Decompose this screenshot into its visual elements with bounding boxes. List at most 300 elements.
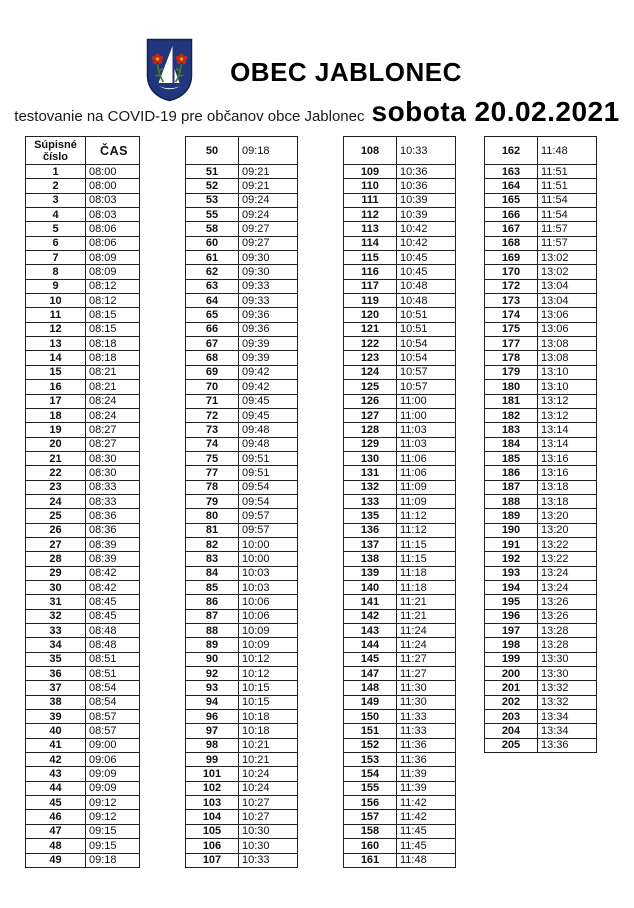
table-row — [186, 466, 298, 480]
table-row — [344, 681, 456, 695]
table-row — [344, 394, 456, 408]
time-cell: 09:09 — [86, 781, 140, 795]
table-row — [344, 566, 456, 580]
time-cell: 09:51 — [239, 451, 298, 465]
house-number-cell: 145 — [344, 652, 397, 666]
table-row — [26, 724, 140, 738]
table-row — [186, 810, 298, 824]
table-row — [344, 137, 456, 165]
time-cell: 10:15 — [239, 695, 298, 709]
time-cell: 13:24 — [538, 580, 597, 594]
table-row — [344, 753, 456, 767]
house-number-cell: 28 — [26, 552, 86, 566]
house-number-cell: 110 — [344, 179, 397, 193]
table-row — [485, 322, 597, 336]
table-row — [485, 451, 597, 465]
house-number-cell: 135 — [344, 509, 397, 523]
table-row — [186, 853, 298, 867]
table-row — [344, 824, 456, 838]
schedule-table-3 — [343, 136, 456, 868]
table-row — [186, 451, 298, 465]
table-row — [186, 337, 298, 351]
time-cell: 08:54 — [86, 681, 140, 695]
house-number-cell: 104 — [186, 810, 239, 824]
time-cell: 09:36 — [239, 308, 298, 322]
table-row — [186, 753, 298, 767]
time-cell: 09:33 — [239, 279, 298, 293]
house-number-cell: 68 — [186, 351, 239, 365]
time-cell: 09:39 — [239, 337, 298, 351]
time-cell: 08:51 — [86, 667, 140, 681]
table-row — [485, 738, 597, 752]
table-row — [26, 796, 140, 810]
house-number-cell: 5 — [26, 222, 86, 236]
house-number-cell: 27 — [26, 537, 86, 551]
house-number-cell: 11 — [26, 308, 86, 322]
time-cell: 13:14 — [538, 423, 597, 437]
time-cell: 10:24 — [239, 767, 298, 781]
time-cell: 09:57 — [239, 509, 298, 523]
table-row — [26, 265, 140, 279]
time-cell: 10:15 — [239, 681, 298, 695]
house-number-cell: 61 — [186, 251, 239, 265]
time-cell: 13:12 — [538, 394, 597, 408]
time-cell: 09:45 — [239, 408, 298, 422]
house-number-cell: 123 — [344, 351, 397, 365]
house-number-cell: 39 — [26, 710, 86, 724]
time-cell: 08:18 — [86, 351, 140, 365]
table-row — [344, 710, 456, 724]
house-number-cell: 196 — [485, 609, 538, 623]
table-row — [485, 652, 597, 666]
table-row — [186, 724, 298, 738]
time-cell: 11:42 — [397, 810, 456, 824]
time-cell: 11:51 — [538, 165, 597, 179]
time-cell: 10:21 — [239, 738, 298, 752]
house-number-cell: 30 — [26, 580, 86, 594]
house-number-cell: 21 — [26, 451, 86, 465]
time-cell: 11:45 — [397, 824, 456, 838]
table-row — [485, 624, 597, 638]
time-cell: 11:54 — [538, 193, 597, 207]
time-cell: 11:00 — [397, 394, 456, 408]
time-cell: 08:21 — [86, 365, 140, 379]
table-row — [344, 294, 456, 308]
house-number-cell: 75 — [186, 451, 239, 465]
table-row — [344, 609, 456, 623]
house-number-cell: 129 — [344, 437, 397, 451]
time-cell: 13:34 — [538, 724, 597, 738]
time-cell: 10:39 — [397, 193, 456, 207]
table-row — [186, 595, 298, 609]
time-cell: 09:12 — [86, 796, 140, 810]
table-row — [344, 767, 456, 781]
house-number-cell: 44 — [26, 781, 86, 795]
table-row — [344, 236, 456, 250]
table-row — [26, 337, 140, 351]
house-number-cell: 199 — [485, 652, 538, 666]
house-number-cell: 148 — [344, 681, 397, 695]
house-number-cell: 12 — [26, 322, 86, 336]
table-row — [26, 394, 140, 408]
house-number-cell: 74 — [186, 437, 239, 451]
time-cell: 10:27 — [239, 796, 298, 810]
house-number-cell: 133 — [344, 494, 397, 508]
house-number-cell: 13 — [26, 337, 86, 351]
time-cell: 08:51 — [86, 652, 140, 666]
table-row — [344, 251, 456, 265]
table-row — [485, 537, 597, 551]
house-number-cell: 72 — [186, 408, 239, 422]
time-cell: 09:30 — [239, 265, 298, 279]
house-number-cell: 41 — [26, 738, 86, 752]
house-number-cell: 7 — [26, 251, 86, 265]
house-number-cell: 107 — [186, 853, 239, 867]
time-cell: 08:48 — [86, 624, 140, 638]
time-cell: 13:28 — [538, 638, 597, 652]
table-row — [186, 294, 298, 308]
time-cell: 10:03 — [239, 566, 298, 580]
house-number-cell: 163 — [485, 165, 538, 179]
house-number-cell: 48 — [26, 839, 86, 853]
table-row — [186, 137, 298, 165]
house-number-cell: 152 — [344, 738, 397, 752]
house-number-cell: 65 — [186, 308, 239, 322]
time-cell: 10:36 — [397, 179, 456, 193]
table-row — [485, 279, 597, 293]
table-row — [186, 738, 298, 752]
time-cell: 08:00 — [86, 179, 140, 193]
house-number-cell: 197 — [485, 624, 538, 638]
table-row — [344, 695, 456, 709]
time-cell: 13:28 — [538, 624, 597, 638]
table-row — [344, 265, 456, 279]
time-cell: 13:14 — [538, 437, 597, 451]
house-number-cell: 132 — [344, 480, 397, 494]
table-row — [485, 208, 597, 222]
time-cell: 11:09 — [397, 480, 456, 494]
time-cell: 09:24 — [239, 193, 298, 207]
house-number-cell: 63 — [186, 279, 239, 293]
house-number-cell: 10 — [26, 294, 86, 308]
table-row — [344, 738, 456, 752]
time-cell: 09:48 — [239, 437, 298, 451]
house-number-cell: 43 — [26, 767, 86, 781]
house-number-cell: 113 — [344, 222, 397, 236]
house-number-cell: 172 — [485, 279, 538, 293]
time-cell: 09:12 — [86, 810, 140, 824]
time-cell: 10:00 — [239, 537, 298, 551]
table-row — [186, 394, 298, 408]
house-number-cell: 137 — [344, 537, 397, 551]
time-cell: 11:48 — [397, 853, 456, 867]
table-row — [26, 193, 140, 207]
house-number-cell: 85 — [186, 580, 239, 594]
time-cell: 11:39 — [397, 781, 456, 795]
table-row — [26, 294, 140, 308]
subtitle-date: sobota 20.02.2021 — [371, 96, 620, 127]
time-cell: 08:27 — [86, 423, 140, 437]
table-row — [26, 552, 140, 566]
house-number-cell: 105 — [186, 824, 239, 838]
house-number-cell: 35 — [26, 652, 86, 666]
table-row — [186, 322, 298, 336]
table-row — [485, 394, 597, 408]
table-row — [186, 365, 298, 379]
table-row — [186, 624, 298, 638]
time-cell: 13:16 — [538, 451, 597, 465]
time-cell: 09:00 — [86, 738, 140, 752]
table-row — [485, 265, 597, 279]
house-number-cell: 97 — [186, 724, 239, 738]
house-number-cell: 189 — [485, 509, 538, 523]
time-cell: 09:30 — [239, 251, 298, 265]
house-number-cell: 204 — [485, 724, 538, 738]
table-row — [344, 638, 456, 652]
house-number-cell: 108 — [344, 137, 397, 165]
schedule-table-2 — [185, 136, 298, 868]
time-cell: 09:09 — [86, 767, 140, 781]
table-row — [26, 566, 140, 580]
house-number-cell: 47 — [26, 824, 86, 838]
time-cell: 13:26 — [538, 609, 597, 623]
house-number-cell: 78 — [186, 480, 239, 494]
schedule-table-2-body — [186, 137, 298, 868]
house-number-cell: 32 — [26, 609, 86, 623]
house-number-cell: 1 — [26, 165, 86, 179]
table-row — [186, 552, 298, 566]
table-row — [26, 710, 140, 724]
time-cell: 09:27 — [239, 236, 298, 250]
house-number-cell: 24 — [26, 494, 86, 508]
house-number-cell: 92 — [186, 667, 239, 681]
house-number-cell: 93 — [186, 681, 239, 695]
table-row — [344, 552, 456, 566]
time-cell: 09:48 — [239, 423, 298, 437]
house-number-cell: 115 — [344, 251, 397, 265]
table-row — [26, 351, 140, 365]
house-number-cell: 195 — [485, 595, 538, 609]
table-row — [186, 695, 298, 709]
table-row — [186, 265, 298, 279]
table-row — [344, 308, 456, 322]
time-cell: 10:33 — [397, 137, 456, 165]
table-row — [26, 695, 140, 709]
house-number-cell: 66 — [186, 322, 239, 336]
table-row — [485, 695, 597, 709]
table-row — [485, 365, 597, 379]
house-number-cell: 202 — [485, 695, 538, 709]
table-row — [26, 509, 140, 523]
house-number-cell: 166 — [485, 208, 538, 222]
table-row — [26, 408, 140, 422]
time-cell: 13:08 — [538, 351, 597, 365]
time-cell: 08:30 — [86, 466, 140, 480]
table-row — [485, 681, 597, 695]
table-row — [26, 781, 140, 795]
time-cell: 08:33 — [86, 494, 140, 508]
time-cell: 09:24 — [239, 208, 298, 222]
house-number-cell: 192 — [485, 552, 538, 566]
table-row — [485, 222, 597, 236]
table-row — [26, 537, 140, 551]
time-cell: 08:03 — [86, 208, 140, 222]
house-number-cell: 16 — [26, 380, 86, 394]
time-cell: 13:06 — [538, 308, 597, 322]
time-cell: 10:45 — [397, 251, 456, 265]
time-cell: 08:15 — [86, 322, 140, 336]
time-cell: 09:39 — [239, 351, 298, 365]
house-number-cell: 200 — [485, 667, 538, 681]
time-cell: 08:54 — [86, 695, 140, 709]
house-number-cell: 175 — [485, 322, 538, 336]
table-row — [344, 423, 456, 437]
time-cell: 09:15 — [86, 824, 140, 838]
house-number-cell: 128 — [344, 423, 397, 437]
time-cell: 11:06 — [397, 451, 456, 465]
schedule-table-4 — [484, 136, 597, 753]
table-row — [26, 437, 140, 451]
table-row — [186, 236, 298, 250]
table-row — [186, 494, 298, 508]
time-cell: 09:06 — [86, 753, 140, 767]
table-row — [485, 480, 597, 494]
schedule-table-4-body — [485, 137, 597, 753]
house-number-cell: 84 — [186, 566, 239, 580]
table-row — [26, 466, 140, 480]
time-cell: 09:27 — [239, 222, 298, 236]
time-cell: 13:20 — [538, 523, 597, 537]
time-cell: 10:18 — [239, 724, 298, 738]
house-number-cell: 6 — [26, 236, 86, 250]
house-number-cell: 120 — [344, 308, 397, 322]
house-number-cell: 167 — [485, 222, 538, 236]
house-number-cell: 46 — [26, 810, 86, 824]
time-cell: 11:12 — [397, 509, 456, 523]
column-header-time: ČAS — [86, 137, 140, 165]
schedule-table-1 — [25, 136, 140, 868]
house-number-cell: 86 — [186, 595, 239, 609]
table-row — [485, 580, 597, 594]
time-cell: 11:57 — [538, 236, 597, 250]
house-number-cell: 101 — [186, 767, 239, 781]
table-row — [344, 222, 456, 236]
table-row — [186, 437, 298, 451]
time-cell: 11:45 — [397, 839, 456, 853]
house-number-cell: 141 — [344, 595, 397, 609]
table-row — [26, 380, 140, 394]
time-cell: 09:45 — [239, 394, 298, 408]
time-cell: 11:15 — [397, 537, 456, 551]
table-row — [485, 667, 597, 681]
subtitle — [0, 96, 634, 128]
table-row — [26, 652, 140, 666]
time-cell: 10:00 — [239, 552, 298, 566]
house-number-cell: 180 — [485, 380, 538, 394]
time-cell: 10:45 — [397, 265, 456, 279]
time-cell: 13:04 — [538, 294, 597, 308]
table-row — [26, 810, 140, 824]
table-row — [186, 193, 298, 207]
table-row — [186, 509, 298, 523]
time-cell: 08:33 — [86, 480, 140, 494]
table-row — [344, 509, 456, 523]
house-number-cell: 177 — [485, 337, 538, 351]
table-row — [344, 810, 456, 824]
table-row — [26, 580, 140, 594]
table-row — [485, 595, 597, 609]
house-number-cell: 64 — [186, 294, 239, 308]
time-cell: 09:33 — [239, 294, 298, 308]
table-row — [344, 380, 456, 394]
time-cell: 08:09 — [86, 251, 140, 265]
schedule-table-1-body — [26, 165, 140, 868]
table-row — [26, 667, 140, 681]
table-row — [26, 681, 140, 695]
house-number-cell: 109 — [344, 165, 397, 179]
time-cell: 13:36 — [538, 738, 597, 752]
time-cell: 08:21 — [86, 380, 140, 394]
house-number-cell: 117 — [344, 279, 397, 293]
table-row — [485, 294, 597, 308]
table-row — [485, 408, 597, 422]
house-number-cell: 125 — [344, 380, 397, 394]
house-number-cell: 194 — [485, 580, 538, 594]
house-number-cell: 26 — [26, 523, 86, 537]
table-row — [26, 624, 140, 638]
table-row — [186, 351, 298, 365]
house-number-cell: 155 — [344, 781, 397, 795]
time-cell: 13:02 — [538, 265, 597, 279]
time-cell: 13:02 — [538, 251, 597, 265]
time-cell: 13:30 — [538, 652, 597, 666]
table-row — [344, 580, 456, 594]
house-number-cell: 36 — [26, 667, 86, 681]
time-cell: 11:12 — [397, 523, 456, 537]
table-row — [26, 208, 140, 222]
table-header-row — [26, 137, 140, 165]
table-row — [186, 165, 298, 179]
table-row — [26, 738, 140, 752]
time-cell: 09:15 — [86, 839, 140, 853]
table-row — [26, 251, 140, 265]
time-cell: 11:06 — [397, 466, 456, 480]
table-row — [26, 609, 140, 623]
time-cell: 11:39 — [397, 767, 456, 781]
house-number-cell: 190 — [485, 523, 538, 537]
house-number-cell: 20 — [26, 437, 86, 451]
house-number-cell: 165 — [485, 193, 538, 207]
house-number-cell: 184 — [485, 437, 538, 451]
table-row — [485, 609, 597, 623]
house-number-cell: 45 — [26, 796, 86, 810]
time-cell: 13:32 — [538, 695, 597, 709]
table-row — [26, 236, 140, 250]
time-cell: 09:51 — [239, 466, 298, 480]
house-number-cell: 99 — [186, 753, 239, 767]
table-row — [485, 509, 597, 523]
table-row — [26, 322, 140, 336]
house-number-cell: 34 — [26, 638, 86, 652]
house-number-cell: 90 — [186, 652, 239, 666]
house-number-cell: 38 — [26, 695, 86, 709]
house-number-cell: 77 — [186, 466, 239, 480]
time-cell: 13:16 — [538, 466, 597, 480]
house-number-cell: 106 — [186, 839, 239, 853]
column-header-house-number: Súpisné číslo — [26, 137, 86, 165]
time-cell: 08:36 — [86, 523, 140, 537]
time-cell: 11:42 — [397, 796, 456, 810]
